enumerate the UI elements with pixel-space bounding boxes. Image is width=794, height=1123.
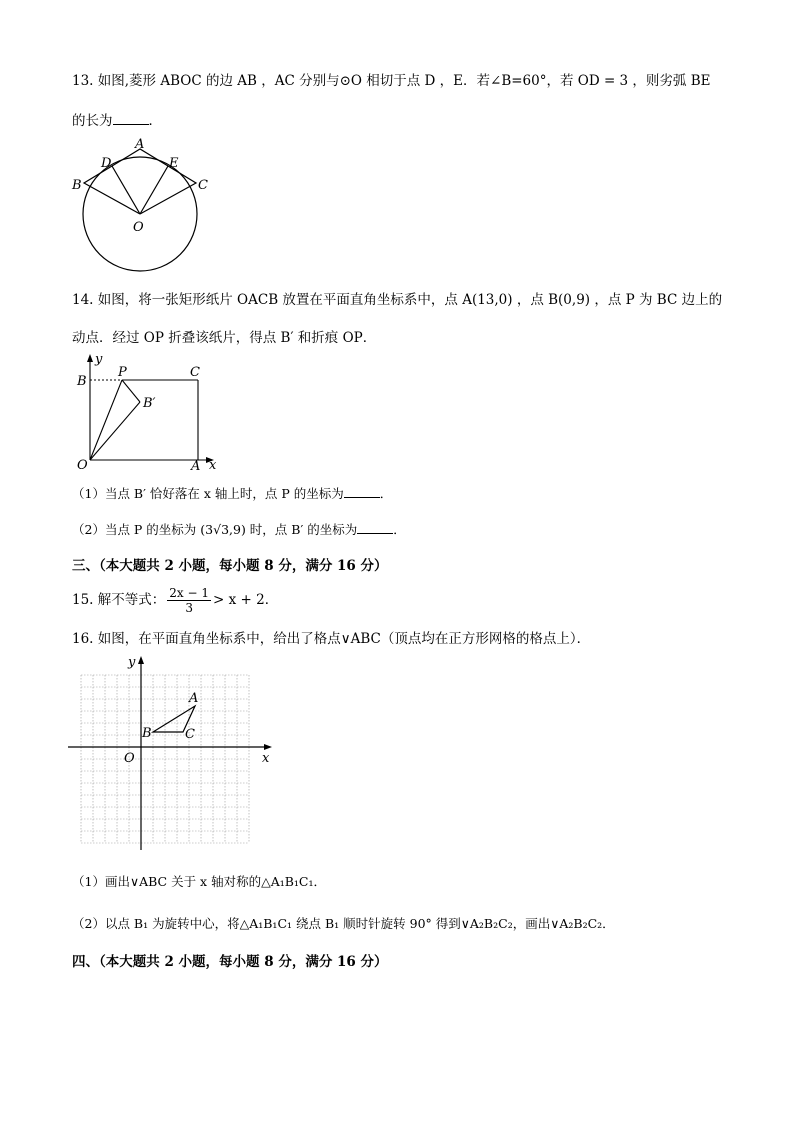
- q15-denominator: 3: [185, 601, 193, 615]
- q14-label-y: y: [95, 352, 103, 367]
- q15-suffix: > x + 2．: [213, 592, 279, 608]
- q16-sub2: （2）以点 B₁ 为旋转中心，将△A₁B₁C₁ 绕点 B₁ 顺时针旋转 90° 得到∨A₂B₂C₂，画出∨A₂B₂C₂．: [72, 916, 615, 931]
- q16-sub1: （1）画出∨ABC 关于 x 轴对称的△A₁B₁C₁．: [72, 874, 327, 889]
- q13-label-c: C: [198, 178, 208, 193]
- q13-text-line2: [72, 112, 162, 130]
- q16-x-arrow: [264, 744, 272, 750]
- q14-sub1: [72, 485, 392, 503]
- q14-sub2-blank[interactable]: [357, 521, 393, 534]
- q15-fraction: [167, 586, 211, 615]
- q15-prefix: 15. 解不等式：: [72, 592, 166, 608]
- section3-heading: 三、（本大题共 2 小题，每小题 8 分，满分 16 分）: [72, 558, 388, 574]
- q16-label-y: y: [128, 655, 136, 670]
- q14-segment-obp: [90, 402, 140, 460]
- q13-period: ．: [148, 113, 162, 129]
- q16-grid: [81, 675, 249, 843]
- q16-text-line1: 16. 如图，在平面直角坐标系中，给出了格点∨ABC（顶点均在正方形网格的格点上）．: [72, 631, 591, 647]
- q14-figure: [72, 352, 222, 472]
- q14-label-p: P: [118, 365, 127, 380]
- q16-label-x: x: [262, 751, 270, 766]
- q14-label-c: C: [190, 365, 200, 380]
- q14-y-arrow: [87, 354, 93, 362]
- q13-label-e: E: [169, 156, 179, 171]
- q14-fold-op: [90, 380, 122, 460]
- q16-label-c: C: [185, 727, 195, 742]
- q14-label-a: A: [191, 459, 201, 474]
- q13-label-a: A: [135, 137, 145, 152]
- q14-sub1-end: ．: [379, 486, 393, 501]
- q13-text-line1: 13. 如图,菱形 ABOC 的边 AB ，AC 分别与⊙O 相切于点 D ，E．若∠B=60°，若 OD = 3 ，则劣弧 BE: [72, 73, 711, 89]
- q13-label-b: B: [72, 178, 82, 193]
- q15-numerator: 2x − 1: [169, 586, 209, 600]
- q14-sub2-text: （2）当点 P 的坐标为 (3√3,9) 时，点 B′ 的坐标为: [72, 522, 358, 537]
- q14-label-x: x: [209, 458, 217, 473]
- q16-label-a: A: [189, 691, 199, 706]
- q13-figure: [72, 135, 212, 275]
- q14-segment-pbp: [122, 380, 140, 402]
- q14-sub2-end: ．: [393, 522, 406, 537]
- q14-label-bprime: B′: [143, 396, 156, 411]
- q16-grid-figure: [68, 654, 278, 854]
- q14-label-b: B: [77, 374, 87, 389]
- q14-sub2: [72, 521, 406, 539]
- q13-answer-prompt: 的长为: [72, 113, 113, 129]
- q16-label-o: O: [124, 751, 135, 766]
- q16-label-b: B: [142, 726, 152, 741]
- q14-sub1-blank[interactable]: [344, 485, 380, 498]
- q14-sub1-text: （1）当点 B′ 恰好落在 x 轴上时，点 P 的坐标为: [72, 486, 344, 501]
- q15: [72, 584, 278, 616]
- q13-label-o: O: [133, 220, 144, 235]
- section4-heading: 四、（本大题共 2 小题，每小题 8 分，满分 16 分）: [72, 954, 388, 970]
- q14-text-line1: 14. 如图，将一张矩形纸片 OACB 放置在平面直角坐标系中，点 A(13,0) ，点 B(0,9) ，点 P 为 BC 边上的: [72, 292, 723, 308]
- q16-y-arrow: [138, 656, 144, 664]
- q13-label-d: D: [101, 156, 112, 171]
- q14-text-line2: 动点．经过 OP 折叠该纸片，得点 B′ 和折痕 OP．: [72, 330, 377, 346]
- q14-label-o: O: [77, 458, 88, 473]
- q13-answer-blank[interactable]: [113, 112, 149, 125]
